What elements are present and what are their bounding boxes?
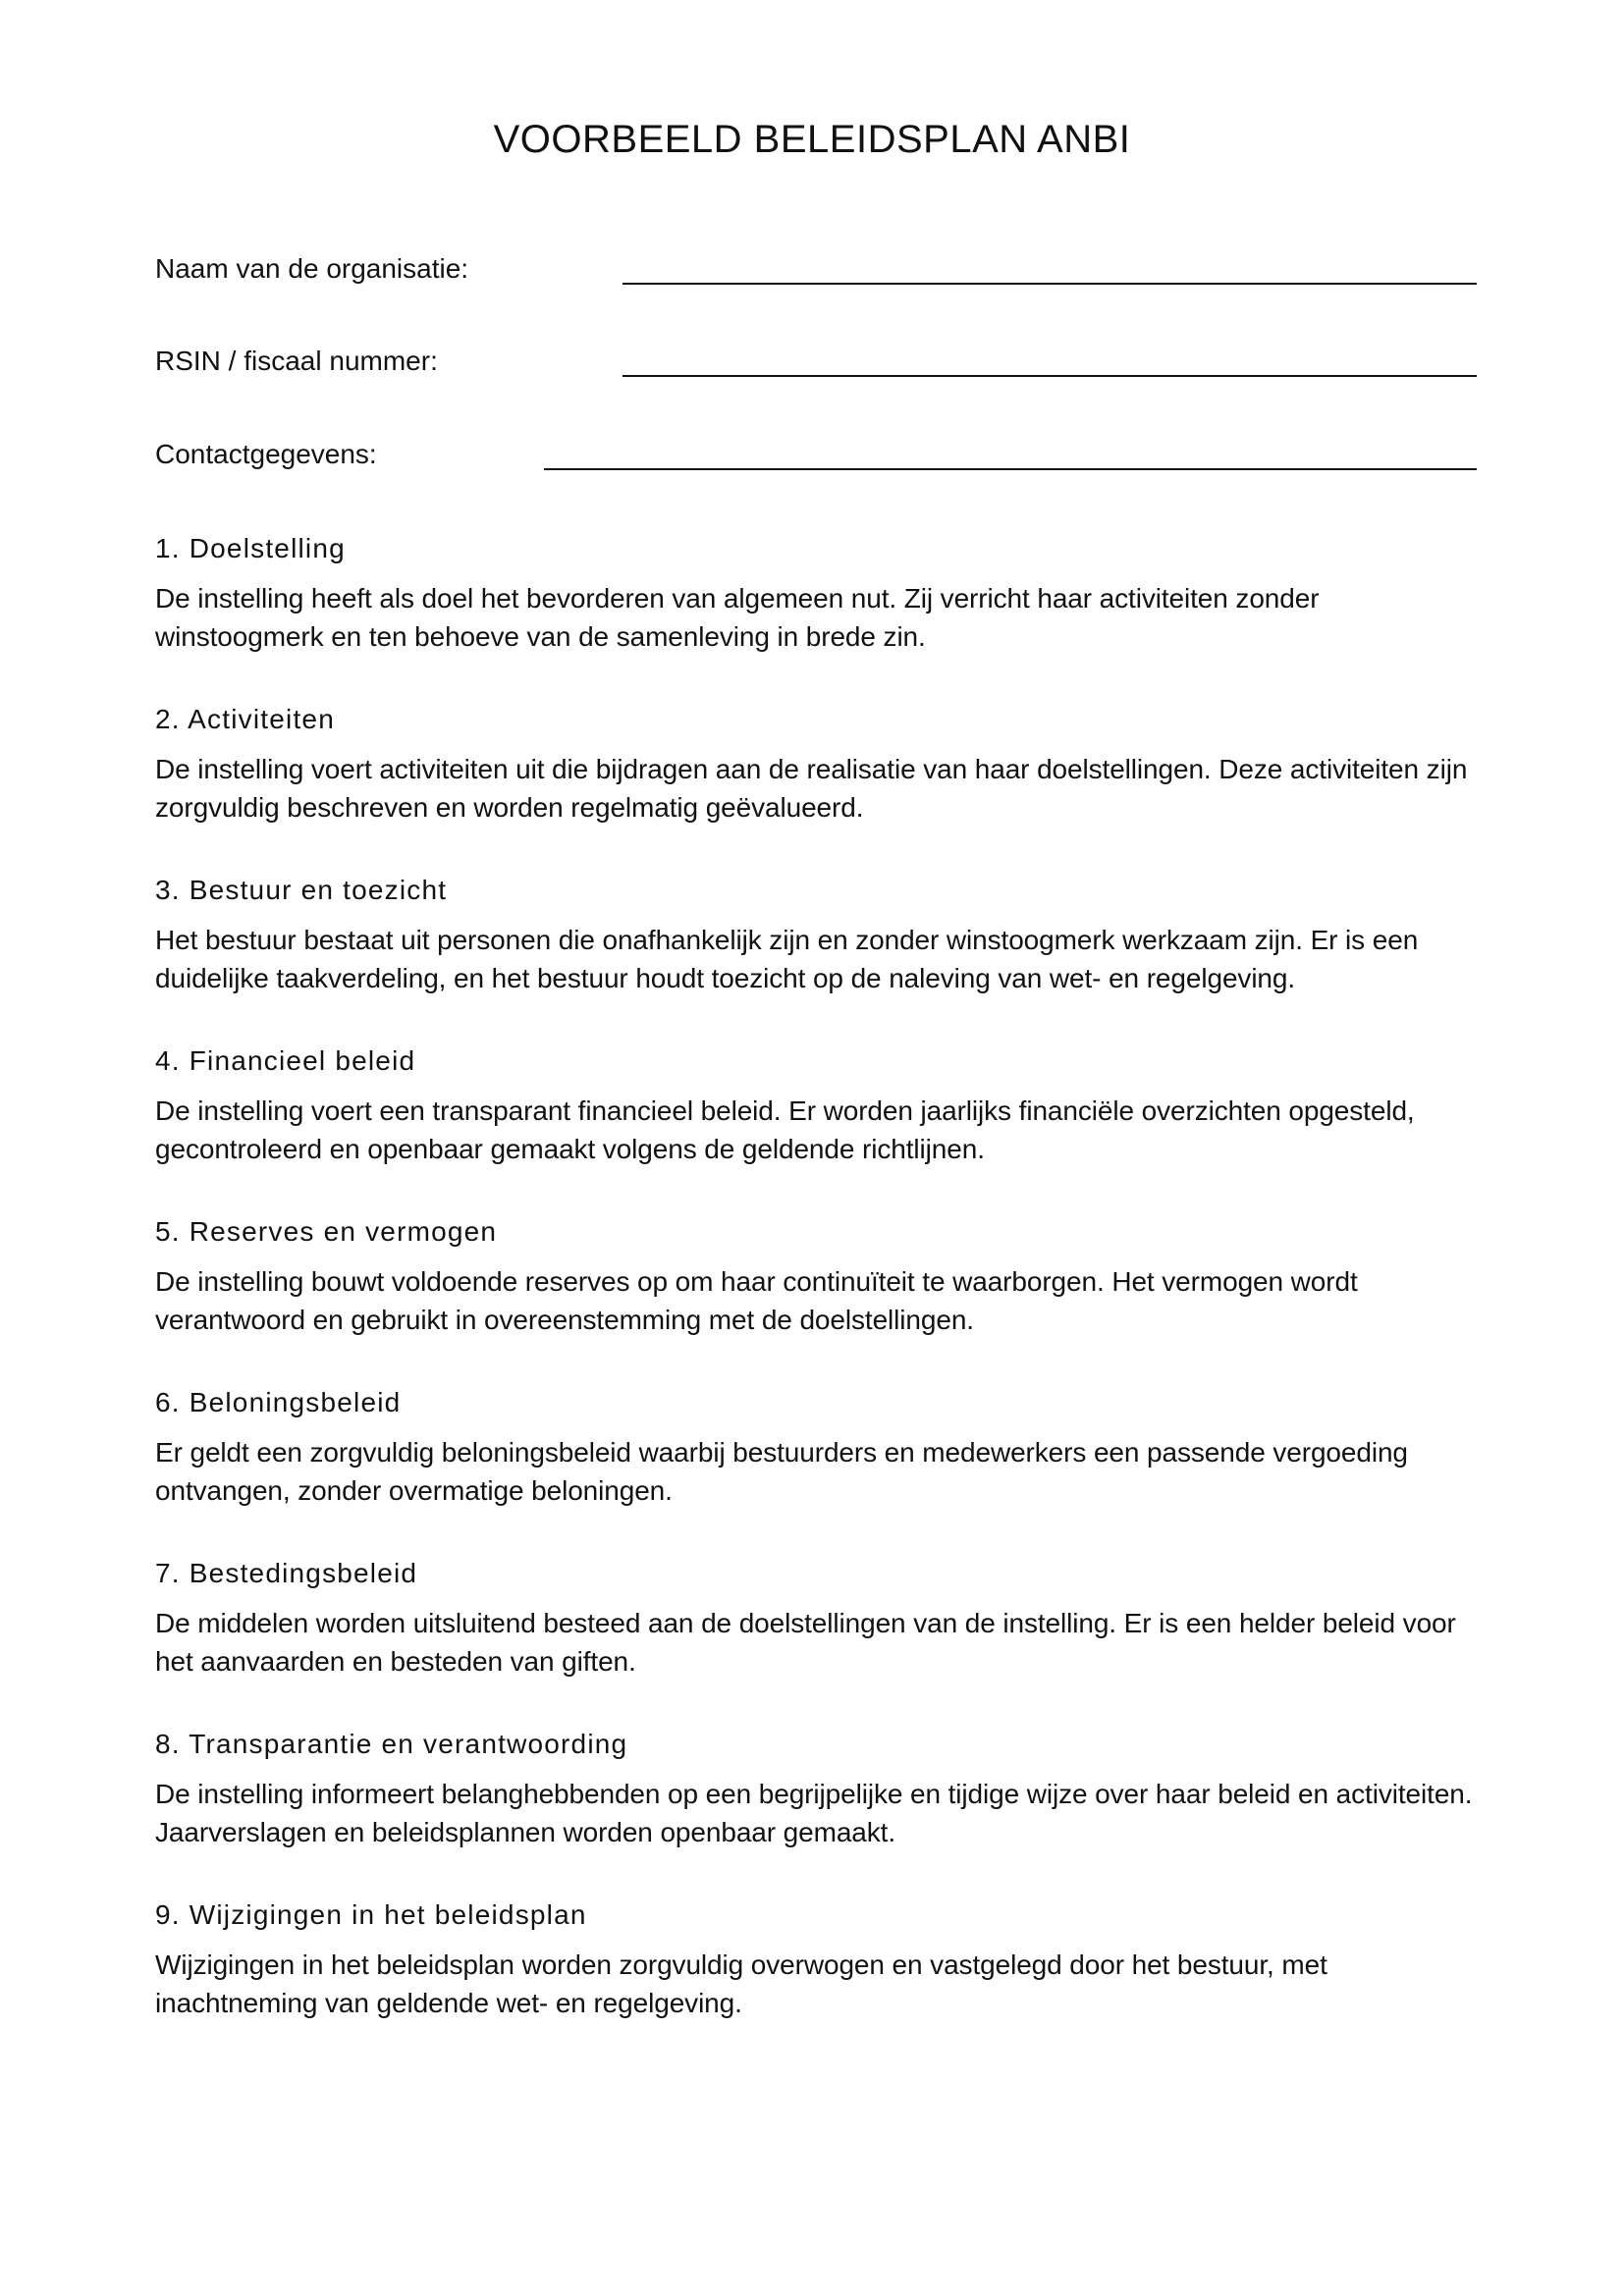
section-body: Er geldt een zorgvuldig beloningsbeleid waarbij bestuurders en medewerkers een passende vergoeding ontvangen, zonder overmatige beloningen. bbox=[155, 1437, 1408, 1506]
field-label-organisation-name: Naam van de organisatie: bbox=[155, 253, 469, 284]
section-besteding bbox=[155, 1555, 1481, 1726]
section-body: Het bestuur bestaat uit personen die onafhankelijk zijn en zonder winstoogmerk werkzaam zijn. Er is een duidelijke taakverdeling, en het bestuur houdt toezicht op de naleving van wet- en regelgeving. bbox=[155, 925, 1419, 993]
contact-input[interactable] bbox=[544, 441, 1477, 470]
section-heading: 5. Reserves en vermogen bbox=[155, 1216, 498, 1247]
section-heading: 1. Doelstelling bbox=[155, 533, 346, 563]
field-label-rsin: RSIN / fiscaal nummer: bbox=[155, 346, 438, 376]
section-body: De instelling bouwt voldoende reserves op om haar continuïteit te waarborgen. Het vermogen wordt verantwoord en gebruikt in overeenstemming met de doelstellingen. bbox=[155, 1266, 1358, 1335]
section-body: De instelling informeert belanghebbenden op een begrijpelijke en tijdige wijze over haar beleid en activiteiten. Jaarverslagen en beleidsplannen worden openbaar gemaakt. bbox=[155, 1779, 1473, 1847]
section-beloning bbox=[155, 1384, 1481, 1555]
section-body: De instelling heeft als doel het bevorderen van algemeen nut. Zij verricht haar activiteiten zonder winstoogmerk en ten behoeve van de samenleving in brede zin. bbox=[155, 583, 1320, 652]
section-heading: 7. Bestedingsbeleid bbox=[155, 1558, 418, 1588]
section-bestuur bbox=[155, 872, 1481, 1042]
section-activiteiten bbox=[155, 701, 1481, 872]
section-heading: 8. Transparantie en verantwoording bbox=[155, 1729, 628, 1759]
document-title: VOORBEELD BELEIDSPLAN ANBI bbox=[493, 118, 1131, 161]
section-body: De instelling voert een transparant financieel beleid. Er worden jaarlijks financiële overzichten opgesteld, gecontroleerd en openbaar gemaakt volgens de geldende richtlijnen. bbox=[155, 1095, 1415, 1164]
field-organisation-name bbox=[155, 253, 1624, 293]
organisation-name-input[interactable] bbox=[623, 255, 1477, 285]
section-heading: 2. Activiteiten bbox=[155, 704, 335, 734]
field-rsin bbox=[155, 346, 1624, 385]
policy-sections bbox=[155, 530, 1481, 2067]
section-heading: 3. Bestuur en toezicht bbox=[155, 875, 448, 905]
field-contact bbox=[155, 439, 1624, 478]
section-financieel bbox=[155, 1042, 1481, 1213]
section-body: Wijzigingen in het beleidsplan worden zorgvuldig overwogen en vastgelegd door het bestuur, met inachtneming van geldende wet- en regelgeving. bbox=[155, 1949, 1327, 2018]
section-wijzigingen bbox=[155, 1896, 1481, 2067]
section-body: De middelen worden uitsluitend besteed aan de doelstellingen van de instelling. Er is een helder beleid voor het aanvaarden en besteden van giften. bbox=[155, 1608, 1456, 1677]
field-label-contact: Contactgegevens: bbox=[155, 439, 377, 469]
section-heading: 9. Wijzigingen in het beleidsplan bbox=[155, 1899, 587, 1930]
section-heading: 6. Beloningsbeleid bbox=[155, 1387, 402, 1417]
rsin-input[interactable] bbox=[623, 347, 1477, 377]
section-doelstelling bbox=[155, 530, 1481, 701]
section-body: De instelling voert activiteiten uit die bijdragen aan de realisatie van haar doelstellingen. Deze activiteiten zijn zorgvuldig beschreven en worden regelmatig geëvalueerd. bbox=[155, 754, 1468, 823]
section-transparantie bbox=[155, 1726, 1481, 1896]
section-heading: 4. Financieel beleid bbox=[155, 1045, 416, 1076]
section-reserves bbox=[155, 1213, 1481, 1384]
